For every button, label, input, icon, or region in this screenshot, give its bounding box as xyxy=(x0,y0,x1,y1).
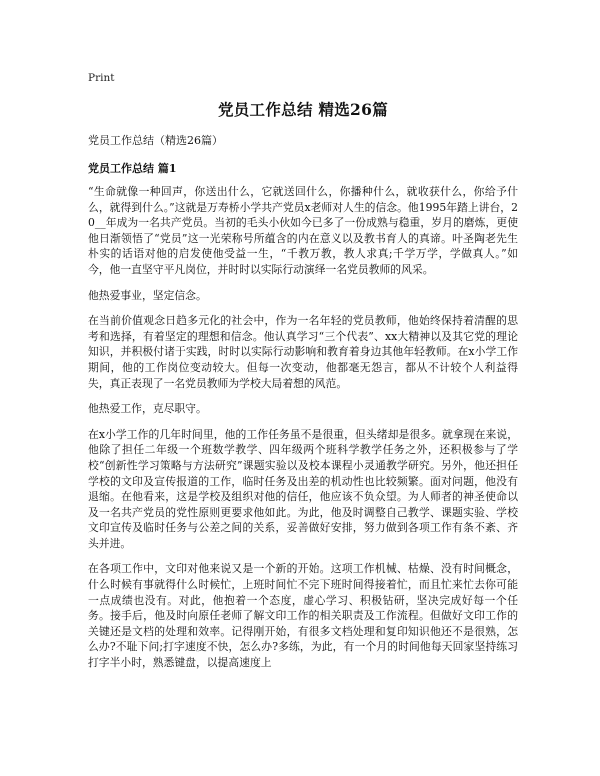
paragraph-subheading-belief: 他热爱事业，坚定信念。 xyxy=(88,288,207,302)
article-body xyxy=(88,184,518,681)
section-heading: 党员工作总结 篇1 xyxy=(88,162,177,175)
paragraph-subheading-work: 他热爱工作，克尽职守。 xyxy=(88,402,207,416)
document-subtitle: 党员工作总结（精选26篇） xyxy=(88,134,223,147)
print-link[interactable]: Print xyxy=(88,72,115,84)
paragraph-work: 在x小学工作的几年时间里，他的工作任务虽不是很重，但头绪却是很多。就拿现在来说，他除了担任二年级一个班数学教学、四年级两个班科学教学任务之外，还积极参与了学校“创新性学习策略与方法研究”课题实验以及校本课程小灵通教学研究。另外，他还担任学校的文印及宣传报道的工作，临时任务及出差的机动性也比较频繁。面对问题，他没有退缩。在他看来，这是学校及组织对他的信任，他应该不负众望。为人师者的神圣使命以及一名共产党员的党性原则更要求他如此。为此，他及时调整自己教学、课题实验、学校文印宣传及临时任务与公差之间的关系，妥善做好安排，努力做到各项工作有条不紊、齐头并进。 xyxy=(88,427,518,550)
paragraph-intro: “生命就像一种回声，你送出什么，它就送回什么，你播种什么，就收获什么，你给予什么，就得到什么。”这就是万寿桥小学共产党员x老师对人生的信念。他1995年踏上讲台，20__年成为一名共产党员。当初的毛头小伙如今已多了一份成熟与稳重，岁月的磨炼，更使他日渐领悟了“党员”这一光荣称号所蕴含的内在意义以及教书育人的真谛。叶圣陶老先生朴实的话语对他的启发使他受益一生，“千教万教，教人求真;千学万学，学做真人。”如今，他一直坚守平凡岗位，并时时以实际行动演绎一名党员教师的风采。 xyxy=(88,185,518,276)
paragraph-printing: 在各项工作中，文印对他来说又是一个新的开始。这项工作机械、枯燥、没有时间概念，什么时候有事就得什么时候忙，上班时间忙不完下班时间得接着忙，而且忙来忙去你可能一点成绩也没有。对此，他抱着一个态度，虚心学习、积极钻研，坚决完成好每一个任务。接手后，他及时向原任老师了解文印工作的相关职责及工作流程。但做好文印工作的关键还是文档的处理和效率。记得刚开始，有很多文档处理和复印知识他还不是很熟，怎么办?不耻下问;打字速度不快，怎么办?多练，为此，有一个月的时间他每天回家坚持练习打字半小时，熟悉键盘，以提高速度上 xyxy=(88,562,518,670)
paragraph-belief: 在当前价值观念日趋多元化的社会中，作为一名年轻的党员教师，他始终保持着清醒的思考和选择，有着坚定的理想和信念。他认真学习“三个代表”、xx大精神以及其它党的理论知识，并积极付诸于实践，时时以实际行动影响和教育着身边其他年轻教师。在x小学工作期间，他的工作岗位变动较大。但每一次变动，他都毫无怨言，都从不计较个人利益得失，真正表现了一名党员教师为学校大局着想的风范。 xyxy=(88,314,518,390)
document-title: 党员工作总结 精选26篇 xyxy=(217,100,389,119)
